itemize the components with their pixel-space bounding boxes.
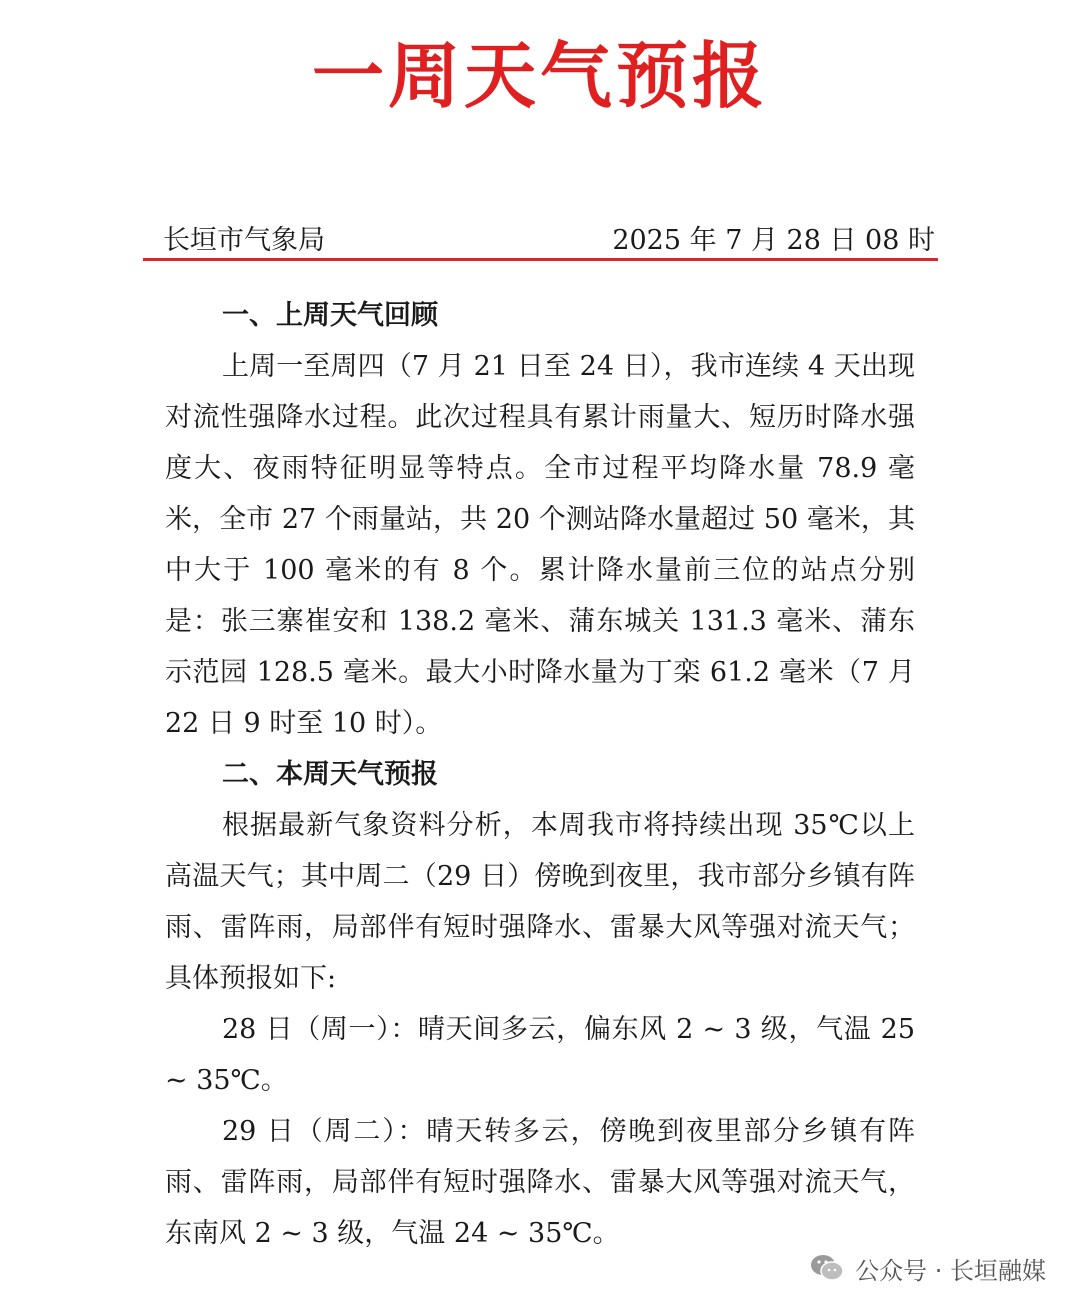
document-title: 一周天气预报 [311,34,768,118]
forecast-day: 29 日（周二）：晴天转多云，傍晚到夜里部分乡镇有阵雨、雷阵雨，局部伴有短时强降水、雷暴大风等强对流天气，东南风 2 ~ 3 级，气温 24 ~ 35℃。 [165,1116,915,1249]
paragraph: 上周一至周四（7 月 21 日至 24 日），我市连续 4 天出现对流性强降水过程。此次过程具有累计雨量大、短历时降水强度大、夜雨特征明显等特点。全市过程平均降水量 78.9 毫米，全市 27 个雨量站，共 20 个测站降水量超过 50 毫米，其中大于 100 毫米的有 8 个。累计降水量前三位的站点分别是：张三寨崔安和 138.2 毫米、蒲东城关 131.3 毫米、蒲东示范园 128.5 毫米。最大小时降水量为丁栾 61.2 毫米（7 月 22 日 9 时至 10 时）。 [165,351,915,739]
footer-watermark [809,1252,1046,1284]
section-heading: 一、上周天气回顾 [222,300,438,331]
wechat-icon [809,1252,845,1284]
issue-time: 2025 年 7 月 28 日 08 时 [612,225,935,256]
section-heading: 二、本周天气预报 [222,759,438,790]
paragraph: 根据最新气象资料分析，本周我市将持续出现 35℃以上高温天气；其中周二（29 日）傍晚到夜里，我市部分乡镇有阵雨、雷阵雨，局部伴有短时强降水、雷暴大风等强对流天气；具体预报如下: [165,810,915,994]
document-body [165,290,915,1259]
red-divider [143,258,938,261]
issuer: 长垣市气象局 [163,225,325,256]
forecast-day: 28 日（周一）：晴天间多云，偏东风 2 ~ 3 级，气温 25 ~ 35℃。 [165,1014,915,1096]
footer-text: 公众号 · 长垣融媒 [855,1256,1046,1285]
